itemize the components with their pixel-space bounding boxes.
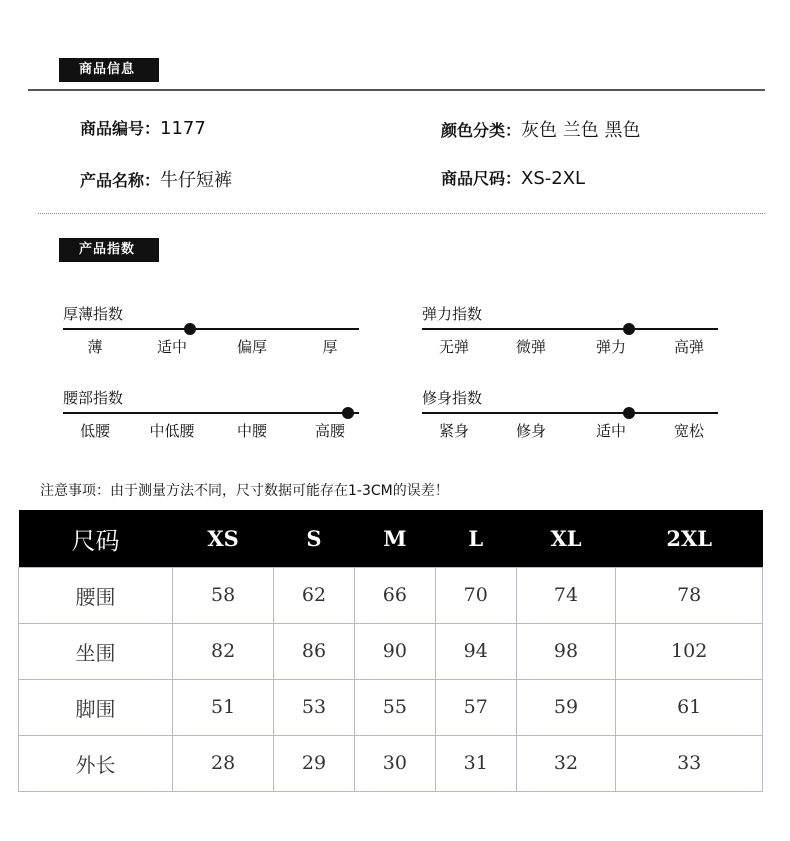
scale-line: [63, 328, 359, 330]
table-cell: 31: [435, 735, 516, 791]
table-cell: 30: [354, 735, 435, 791]
dotted-divider: [38, 213, 765, 214]
product-name-value: 牛仔短裤: [160, 170, 233, 191]
size-header-cell: S: [274, 510, 355, 567]
table-cell: 53: [274, 679, 355, 735]
table-cell: 70: [435, 567, 516, 623]
table-row: [19, 567, 763, 623]
scale-option: 偏厚: [236, 338, 267, 356]
table-cell: 57: [435, 679, 516, 735]
scale-marker: [623, 407, 635, 419]
size-header-cell: M: [354, 510, 435, 567]
elasticity-scale: [422, 303, 718, 363]
scale-title: 修身指数: [422, 389, 483, 407]
scale-option: 弹力: [595, 338, 626, 356]
scale-option: 高弹: [673, 338, 704, 356]
table-row: [19, 735, 763, 791]
table-cell: 51: [173, 679, 274, 735]
product-name: [80, 166, 232, 192]
scale-option: 低腰: [79, 422, 110, 440]
scale-option: 紧身: [438, 422, 469, 440]
scale-line: [63, 412, 359, 414]
color-category-label: 颜色分类：: [441, 121, 522, 140]
section-label-product-info: 商品信息: [59, 58, 159, 82]
divider: [28, 89, 765, 91]
scale-option: 微弹: [515, 338, 546, 356]
table-cell: 外长: [19, 735, 173, 791]
scale-marker: [623, 323, 635, 335]
size-table-header: [19, 510, 763, 567]
scale-option: 无弹: [438, 338, 469, 356]
color-category: [441, 116, 640, 142]
scale-option: 宽松: [673, 422, 704, 440]
scale-option: 薄: [87, 338, 103, 356]
table-cell: 82: [173, 623, 274, 679]
scale-option: 适中: [156, 338, 187, 356]
table-cell: 腰围: [19, 567, 173, 623]
scale-marker: [184, 323, 196, 335]
size-table: [18, 510, 763, 792]
table-cell: 坐围: [19, 623, 173, 679]
table-cell: 62: [274, 567, 355, 623]
table-row: [19, 623, 763, 679]
product-size-label: 商品尺码：: [441, 169, 522, 188]
table-cell: 78: [616, 567, 763, 623]
scale-option: 中低腰: [149, 422, 195, 440]
item-number-value: 1177: [160, 118, 206, 139]
size-header-cell: L: [435, 510, 516, 567]
table-cell: 33: [616, 735, 763, 791]
table-cell: 58: [173, 567, 274, 623]
size-header-cell: XL: [516, 510, 616, 567]
size-header-cell: 2XL: [616, 510, 763, 567]
table-cell: 90: [354, 623, 435, 679]
item-number-label: 商品编号：: [80, 119, 161, 138]
thickness-scale: [63, 303, 359, 363]
scale-marker: [342, 407, 354, 419]
scale-option: 中腰: [236, 422, 267, 440]
scale-title: 厚薄指数: [63, 305, 124, 323]
product-size-value: XS-2XL: [521, 168, 586, 189]
table-cell: 28: [173, 735, 274, 791]
table-cell: 86: [274, 623, 355, 679]
fit-scale: [422, 387, 718, 447]
waist-scale: [63, 387, 359, 447]
table-cell: 脚围: [19, 679, 173, 735]
product-size: [441, 166, 585, 189]
item-number: [80, 116, 206, 139]
table-cell: 61: [616, 679, 763, 735]
scale-option: 修身: [515, 422, 546, 440]
scale-title: 弹力指数: [422, 305, 483, 323]
table-cell: 98: [516, 623, 616, 679]
size-header-cell: XS: [173, 510, 274, 567]
table-cell: 29: [274, 735, 355, 791]
table-cell: 55: [354, 679, 435, 735]
table-cell: 102: [616, 623, 763, 679]
color-category-value: 灰色 兰色 黑色: [521, 120, 641, 141]
table-cell: 94: [435, 623, 516, 679]
scale-option: 厚: [322, 338, 338, 356]
product-name-label: 产品名称：: [80, 171, 161, 190]
scale-option: 适中: [595, 422, 626, 440]
section-label-product-index: 产品指数: [59, 238, 159, 262]
table-cell: 59: [516, 679, 616, 735]
scale-option: 高腰: [314, 422, 345, 440]
table-cell: 66: [354, 567, 435, 623]
scale-line: [422, 412, 718, 414]
measurement-note: 注意事项：由于测量方法不同，尺寸数据可能存在1-3CM的误差！: [40, 483, 449, 499]
table-cell: 74: [516, 567, 616, 623]
scale-line: [422, 328, 718, 330]
table-cell: 32: [516, 735, 616, 791]
scale-title: 腰部指数: [63, 389, 124, 407]
size-header-cell: 尺码: [19, 510, 173, 567]
table-row: [19, 679, 763, 735]
